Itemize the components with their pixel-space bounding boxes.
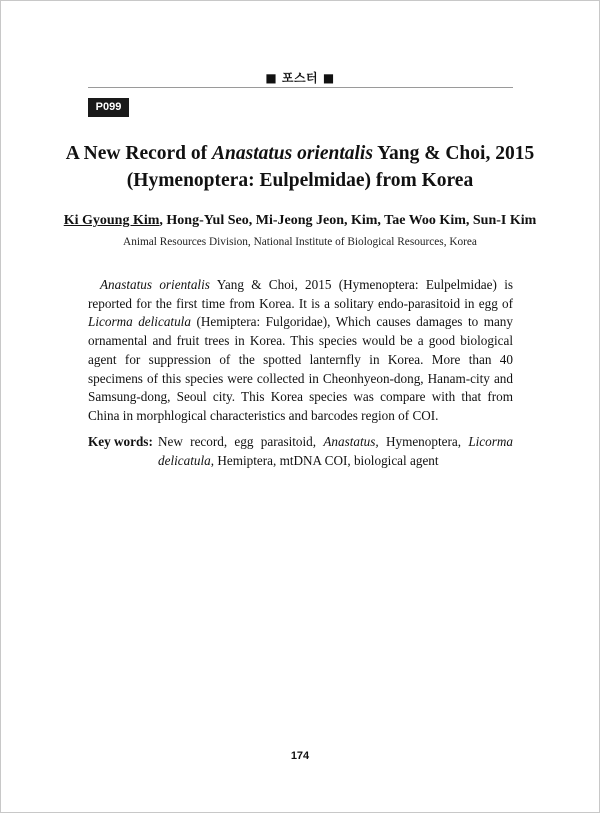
page-number: 174	[290, 750, 310, 762]
keywords-label: Key words:	[88, 434, 153, 449]
abstract-text-2: (Hemiptera: Fulgoridae), Which causes damages to many ornamental and fruit trees in Korea. This species would be a good biological agent for suppression of the spotted lanternfly in Korea. More than 40 specimens of this species were collected in Cheonhyeon-dong, Hanam-city and Samsung-dong, Seoul city. This Korea species was compare with that from China in morphlogical characteristics and barcodes region of COI.	[88, 314, 513, 423]
header-rule	[88, 87, 513, 88]
keyword-part-4: Licorma delicatula	[158, 434, 514, 468]
title-part2: Yang & Choi, 2015	[372, 143, 535, 164]
paper-title	[60, 140, 540, 194]
co-authors: , Hong-Yul Seo, Mi-Jeong Jeon, Kim, Tae Woo Kim, Sun-I Kim	[159, 213, 537, 228]
affiliation: Animal Resources Division, National Institute of Biological Resources, Korea	[123, 236, 477, 248]
abstract-paragraph	[88, 276, 513, 426]
abstract-text-1: Yang & Choi, 2015 (Hymenoptera: Eulpelmidae) is reported for the first time from Korea. It is a solitary endo-parasitoid in egg of	[88, 277, 514, 311]
abstract	[88, 276, 513, 426]
section-header: ■ 포스터 ■	[265, 71, 335, 85]
keyword-part-1: New record, egg parasitoid,	[158, 434, 324, 449]
poster-code-badge: P099	[88, 98, 129, 117]
title-line2: (Hymenoptera: Eulpelmidae) from Korea	[126, 170, 474, 191]
keyword-part-2: Anastatus,	[323, 434, 379, 449]
abstract-species: Anastatus orientalis	[100, 277, 210, 292]
keywords-text	[158, 433, 513, 470]
keywords-block	[88, 433, 513, 470]
presenting-author: Ki Gyoung Kim	[63, 213, 160, 228]
keyword-part-3: Hymenoptera,	[378, 434, 469, 449]
author-list	[60, 212, 540, 230]
title-part1: A New Record of	[65, 143, 212, 164]
abstract-host: Licorma delicatula	[88, 314, 191, 330]
keyword-part-5: , Hemiptera, mtDNA COI, biological agent	[210, 452, 439, 468]
title-species: Anastatus orientalis	[212, 143, 373, 164]
